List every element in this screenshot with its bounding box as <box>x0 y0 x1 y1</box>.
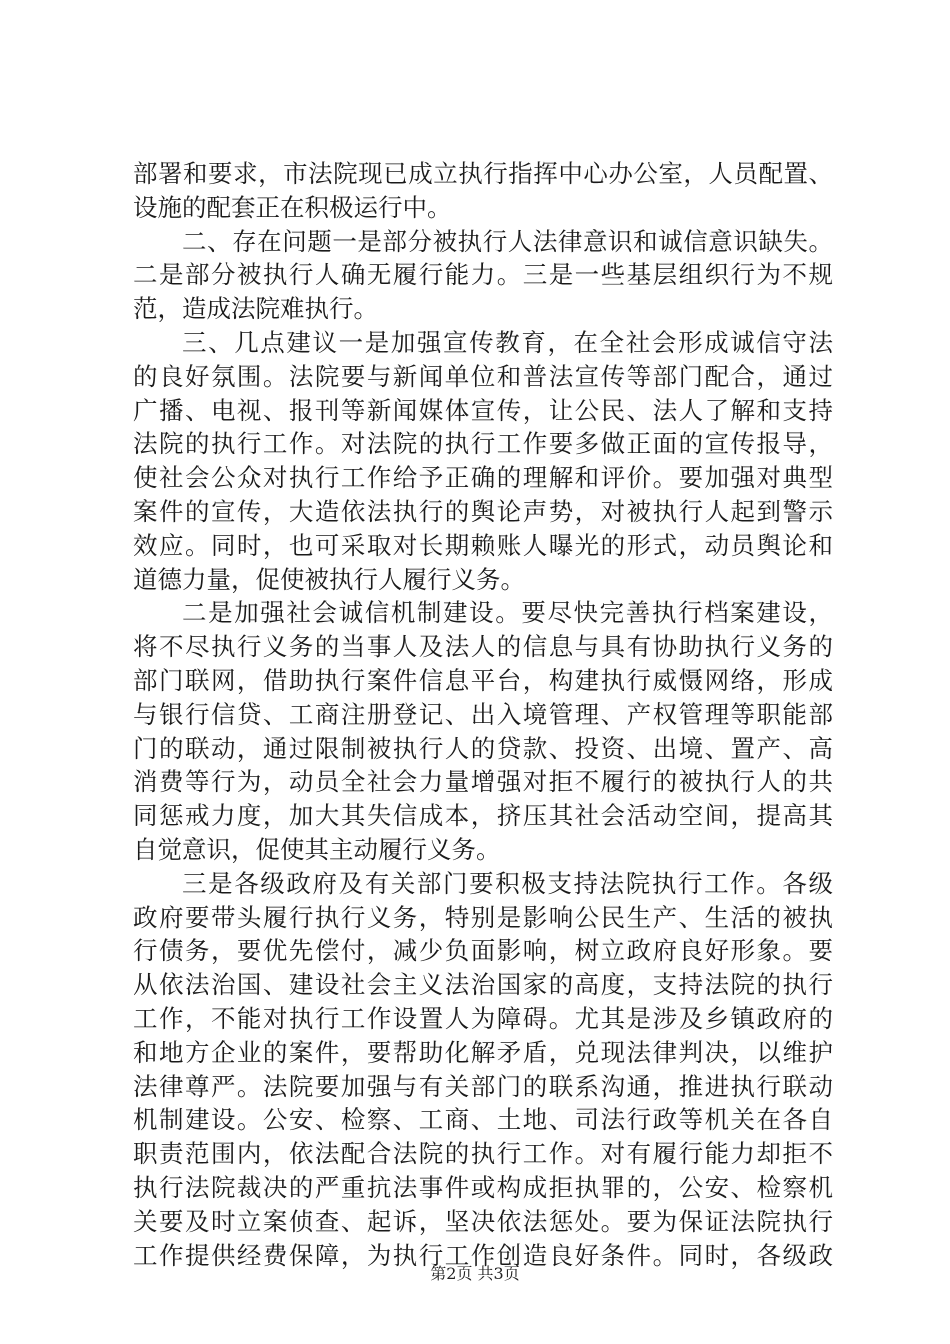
text-line: 同惩戒力度，加大其失信成本，挤压其社会活动空间，提高其 <box>133 801 833 831</box>
text-line: 行债务，要优先偿付，减少负面影响，树立政府良好形象。要 <box>133 936 833 966</box>
text-line: 案件的宣传，大造依法执行的舆论声势，对被执行人起到警示 <box>133 496 833 526</box>
text-line: 关要及时立案侦查、起诉，坚决依法惩处。要为保证法院执行 <box>133 1206 833 1236</box>
text-line: 与银行信贷、工商注册登记、出入境管理、产权管理等职能部 <box>133 699 833 729</box>
text-line: 广播、电视、报刊等新闻媒体宣传，让公民、法人了解和支持 <box>133 395 833 425</box>
text-line: 效应。同时，也可采取对长期赖账人曝光的形式，动员舆论和 <box>133 530 833 560</box>
text-line: 门的联动，通过限制被执行人的贷款、投资、出境、置产、高 <box>133 733 833 763</box>
text-line: 消费等行为，动员全社会力量增强对拒不履行的被执行人的共 <box>133 767 833 797</box>
text-line: 自觉意识，促使其主动履行义务。 <box>133 834 501 864</box>
text-line: 执行法院裁决的严重抗法事件或构成拒执罪的，公安、检察机 <box>133 1172 833 1202</box>
text-line: 部门联网，借助执行案件信息平台，构建执行威慑网络，形成 <box>133 665 833 695</box>
text-line: 三是各级政府及有关部门要积极支持法院执行工作。各级 <box>182 868 833 898</box>
document-body <box>133 157 833 1272</box>
text-line: 从依法治国、建设社会主义法治国家的高度，支持法院的执行 <box>133 970 833 1000</box>
text-line: 二、存在问题一是部分被执行人法律意识和诚信意识缺失。 <box>182 226 833 256</box>
text-line: 的良好氛围。法院要与新闻单位和普法宣传等部门配合，通过 <box>133 361 833 391</box>
text-line: 工作提供经费保障，为执行工作创造良好条件。同时，各级政 <box>133 1240 833 1270</box>
text-line: 二是加强社会诚信机制建设。要尽快完善执行档案建设， <box>182 598 833 628</box>
text-line: 将不尽执行义务的当事人及法人的信息与具有协助执行义务的 <box>133 632 833 662</box>
text-line: 使社会公众对执行工作给予正确的理解和评价。要加强对典型 <box>133 463 833 493</box>
text-line: 三、几点建议一是加强宣传教育，在全社会形成诚信守法 <box>182 327 833 357</box>
text-line: 道德力量，促使被执行人履行义务。 <box>133 564 525 594</box>
text-line: 职责范围内，依法配合法院的执行工作。对有履行能力却拒不 <box>133 1139 833 1169</box>
text-line: 和地方企业的案件，要帮助化解矛盾，兑现法律判决，以维护 <box>133 1037 833 1067</box>
text-line: 二是部分被执行人确无履行能力。三是一些基层组织行为不规 <box>133 260 833 290</box>
text-line: 法院的执行工作。对法院的执行工作要多做正面的宣传报导， <box>133 429 833 459</box>
text-line: 范，造成法院难执行。 <box>133 294 378 324</box>
text-line: 工作，不能对执行工作设置人为障碍。尤其是涉及乡镇政府的 <box>133 1003 833 1033</box>
text-line: 设施的配套正在积极运行中。 <box>133 192 452 222</box>
text-line: 政府要带头履行执行义务，特别是影响公民生产、生活的被执 <box>133 902 833 932</box>
page-footer: 第2页 共3页 <box>430 1264 520 1283</box>
text-line: 部署和要求，市法院现已成立执行指挥中心办公室，人员配置、 <box>133 159 833 188</box>
text-line: 法律尊严。法院要加强与有关部门的联系沟通，推进执行联动 <box>133 1071 833 1101</box>
text-line: 机制建设。公安、检察、工商、土地、司法行政等机关在各自 <box>133 1105 833 1135</box>
